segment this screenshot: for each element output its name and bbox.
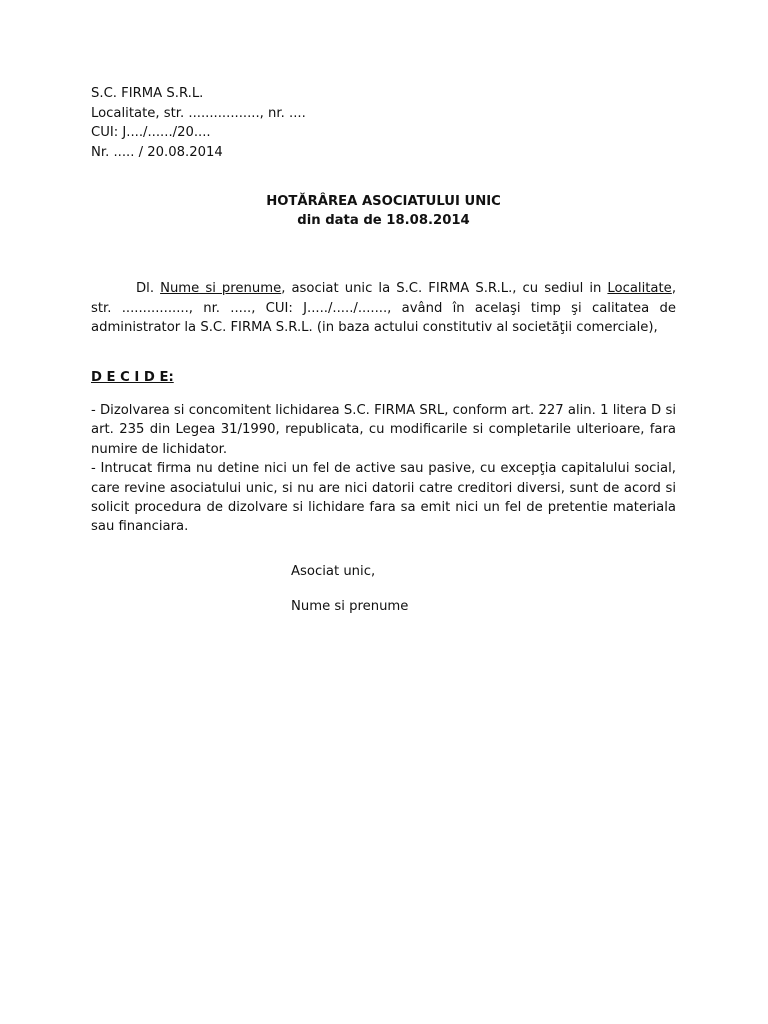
intro-rest: , str. ................, nr. ....., CUI: J...../...../......., având în acelaşi timp şi calitatea de administrator la S.C. FIRMA S.R.L. (in baza actului constitutiv al societăţii comerciale), bbox=[91, 281, 677, 335]
title-line-2: din data de 18.08.2014 bbox=[297, 213, 470, 228]
signature-name: Nume si prenume bbox=[291, 599, 409, 614]
document-title bbox=[91, 192, 676, 230]
company-header bbox=[91, 84, 676, 162]
company-address: Localitate, str. ................., nr. .... bbox=[91, 105, 306, 121]
signature-role: Asociat unic, bbox=[291, 564, 376, 579]
document-page bbox=[91, 0, 676, 1024]
document-number: Nr. ..... / 20.08.2014 bbox=[91, 144, 223, 160]
intro-prefix: Dl. bbox=[136, 281, 161, 296]
company-cui: CUI: J..../....../20.... bbox=[91, 125, 211, 140]
decision-points bbox=[91, 401, 676, 537]
decide-heading: D E C I D E: bbox=[91, 370, 174, 385]
title-line-1: HOTĂRÂREA ASOCIATULUI UNIC bbox=[266, 194, 501, 209]
associate-name: Nume si prenume bbox=[160, 281, 282, 296]
decision-point: - Dizolvarea si concomitent lichidarea S.C. FIRMA SRL, conform art. 227 alin. 1 litera D si art. 235 din Legea 31/1990, republicata, cu modificarile si completarile ulterioare, fara numire de lichidator. bbox=[91, 403, 676, 457]
decision-point: - Intrucat firma nu detine nici un fel de active sau pasive, cu excepţia capitalului social, care revine asociatului unic, si nu are nici datorii catre creditori diversi, sunt de acord si solicit procedura de dizolvare si lichidare fara sa emit nici un fel de pretentie materiala sau financiara. bbox=[91, 461, 676, 535]
intro-middle: , asociat unic la S.C. FIRMA S.R.L., cu sediul in bbox=[281, 281, 608, 296]
intro-paragraph bbox=[91, 279, 676, 338]
locality: Localitate bbox=[607, 281, 672, 296]
company-name: S.C. FIRMA S.R.L. bbox=[91, 86, 204, 101]
